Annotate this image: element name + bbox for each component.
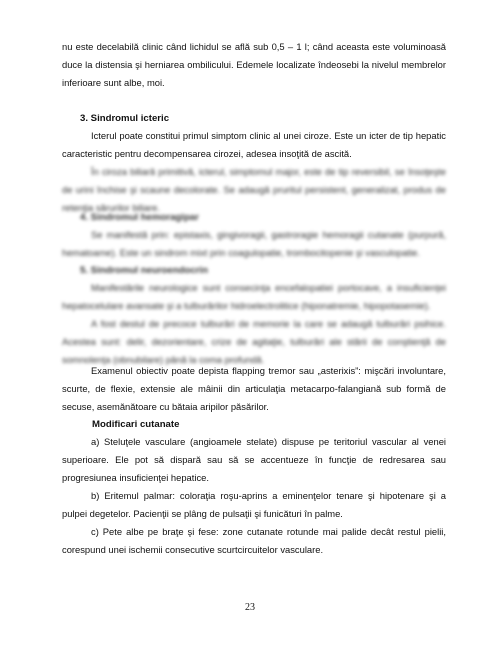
paragraph-icterus: Icterul poate constitui primul simptom clinic al unei ciroze. Este un icter de tip hepatic caracteristic pentru decompensarea cirozei, adesea insoţită de ascită.	[62, 130, 446, 159]
paragraph-white-spots: c) Pete albe pe braţe şi fese: zone cutanate rotunde mai palide decât restul pielii, corespund unei ischemii consecutive scurtcircuitelor vasculare.	[62, 526, 446, 555]
paragraph-hemorrhagic: Se manifestă prin: epistaxis, gingivoragii, gastroragie hemoragii cutanate (purpură, hematoame). Este un sindrom mixt prin coagulopatie, trombocitopenie şi vasculopatie.	[62, 229, 446, 258]
paragraph-memory-disorders: A fost destul de precoce tulburări de memorie la care se adaugă tulburări psihice. Acestea sunt: delir, dezorientare, crize de agitaţie, tulburări ale stării de conştienţă de somnolenţa (obnubilare) până la coma profundă.	[62, 318, 446, 365]
heading-skin-changes: Modificari cutanate	[92, 419, 180, 430]
paragraph-spider-angiomas: a) Steluţele vasculare (angioamele stelate) dispuse pe teritoriul vascular al venei superioare. Ele pot să dispară sau să se accentueze în funcţie de redresarea sau progresiunea insuficienţei hepatice.	[62, 436, 446, 483]
paragraph-ascites-continuation: nu este decelabilă clinic când lichidul se află sub 0,5 – 1 l; când aceasta este voluminoasă duce la distensia şi herniarea ombilicului. Edemele localizate îndeosebi la nivelul membrelor inferioare sunt albe, moi.	[62, 41, 446, 88]
paragraph-asterixis: Examenul obiectiv poate depista flapping tremor sau „asterixis”: mişcări involuntare, scurte, de flexie, extensie ale mâinii din articulaţia metacarpo-falangiană sub formă de secuse, asemănătoare cu bătaia aripilor păsărilor.	[62, 365, 446, 412]
paragraph-neurologic: Manifestările neurologice sunt consecinţa encefalopatiei portocave, a insuficienţei hepatocelulare avansate şi a tulburărilor hidroelectrolitice (hiponatremie, hipopotasemie).	[62, 282, 446, 311]
heading-icteric-syndrome: 3. Sindromul icteric	[80, 113, 170, 124]
heading-neuroendocrine-syndrome: 5. Sindromul neuroendocrin	[80, 265, 208, 276]
paragraph-palmar-erythema: b) Eritemul palmar: coloraţia roşu-aprins a eminenţelor tenare şi hipotenare şi a pulpei degetelor. Pacienţii se plâng de pulsaţii şi funicături în palme.	[62, 490, 446, 519]
paragraph-biliary-cirrhosis: În ciroza biliară primitivă, icterul, simptomul major, este de tip reversibil, se însoţeşte de urini închise şi scaune decolorate. Se adaugă pruritul persistent, generalizat, produs de retenţia sărurilor biliare.	[62, 166, 446, 213]
heading-hemorrhagic-syndrome: 4. Sindromul hemoragipar	[80, 212, 199, 223]
page-number: 23	[245, 602, 255, 613]
